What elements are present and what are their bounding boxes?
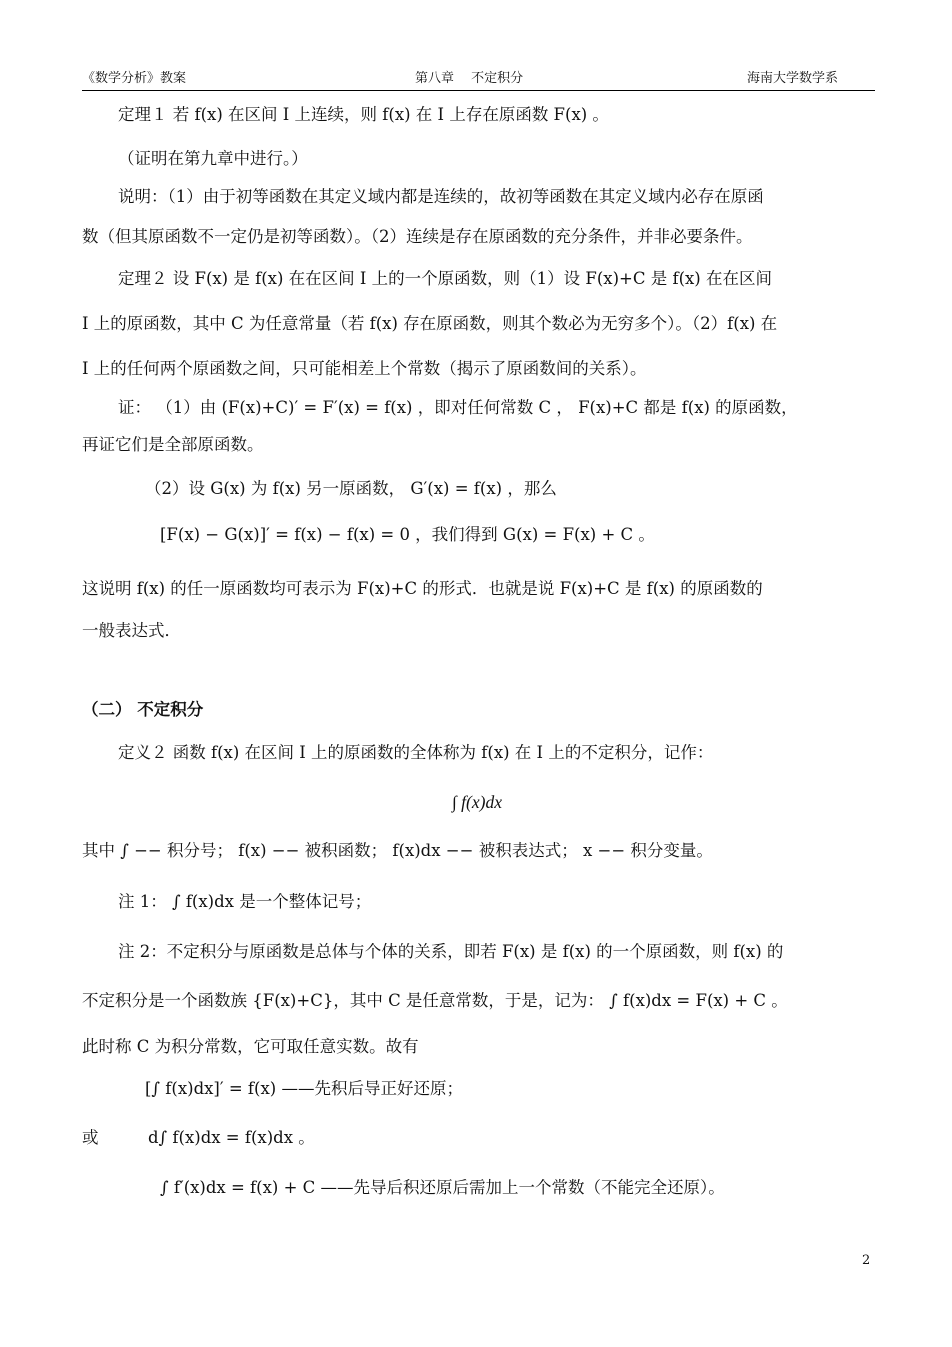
remark-line-1: 说明：（1）由于初等函数在其定义域内都是连续的，故初等函数在其定义域内必存在原函 [118, 187, 764, 206]
page-number: 2 [862, 1253, 871, 1268]
proof-part-2-formula: [F(x) − G(x)]′ = f(x) − f(x) = 0 ，我们得到 G(x) = F(x) + C 。 [160, 525, 655, 544]
formula-differential-of-integral: d∫ f(x)dx = f(x)dx 。 [148, 1128, 315, 1147]
header-department: 海南大学数学系 [746, 71, 838, 86]
formula-derivative-of-integral: [∫ f(x)dx]′ = f(x) ——先积后导正好还原； [145, 1079, 463, 1098]
header-divider [82, 90, 875, 91]
remark-line-2: 数（但其原函数不一定仍是初等函数）。（2）连续是存在原函数的充分条件，并非必要条件。 [82, 227, 753, 246]
theorem-2-line-2: I 上的原函数，其中 C 为任意常量（若 f(x) 存在原函数，则其个数必为无穷多个）。（2）f(x) 在 [82, 314, 778, 333]
proof-part-1-line-2: 再证它们是全部原函数。 [82, 435, 264, 454]
theorem-1: 定理１ 若 f(x) 在区间 I 上连续，则 f(x) 在 I 上存在原函数 F(x) 。 [118, 105, 609, 124]
theorem-2-line-1: 定理２ 设 F(x) 是 f(x) 在在区间 I 上的一个原函数，则（1）设 F(x)+C 是 f(x) 在在区间 [118, 269, 772, 288]
page-header [82, 70, 872, 90]
notation-line: 其中 ∫ −− 积分号； f(x) −− 被积函数； f(x)dx −− 被积表达式； x −− 积分变量。 [82, 841, 713, 860]
proof-part-2-line-1: （2）设 G(x) 为 f(x) 另一原函数， G′(x) = f(x) ，那么 [145, 479, 557, 498]
note-1: 注 1： ∫ f(x)dx 是一个整体记号； [118, 892, 372, 911]
note-2-line-2: 不定积分是一个函数族 {F(x)+C}，其中 C 是任意常数，于是，记为： ∫ f(x)dx = F(x) + C 。 [82, 991, 788, 1010]
or-label: 或 [82, 1128, 99, 1147]
section-title: （二） 不定积分 [82, 700, 204, 719]
integral-display: ∫ f(x)dx [452, 792, 502, 812]
header-chapter-title: 第八章 不定积分 [415, 71, 524, 86]
definition-2: 定义２ 函数 f(x) 在区间 I 上的原函数的全体称为 f(x) 在 I 上的不定积分，记作： [118, 743, 714, 762]
note-2-line-1: 注 2：不定积分与原函数是总体与个体的关系，即若 F(x) 是 f(x) 的一个原函数，则 f(x) 的 [118, 942, 784, 961]
conclusion-line-1: 这说明 f(x) 的任一原函数均可表示为 F(x)+C 的形式．也就是说 F(x)+C 是 f(x) 的原函数的 [82, 579, 763, 598]
header-course-title: 《数学分析》教案 [82, 71, 187, 86]
theorem-2-line-3: I 上的任何两个原函数之间，只可能相差上个常数（揭示了原函数间的关系）。 [82, 359, 647, 378]
note-2-line-3: 此时称 C 为积分常数，它可取任意实数。故有 [82, 1037, 419, 1056]
conclusion-line-2: 一般表达式． [82, 621, 181, 640]
proof-note: （证明在第九章中进行。） [118, 149, 308, 168]
proof-part-1-line-1: 证： （1）由 (F(x)+C)′ = F′(x) = f(x) ，即对任何常数 C ， F(x)+C 都是 f(x) 的原函数， [118, 398, 798, 417]
formula-integral-of-derivative: ∫ f′(x)dx = f(x) + C ——先导后积还原后需加上一个常数（不能完全还原）。 [160, 1178, 725, 1197]
